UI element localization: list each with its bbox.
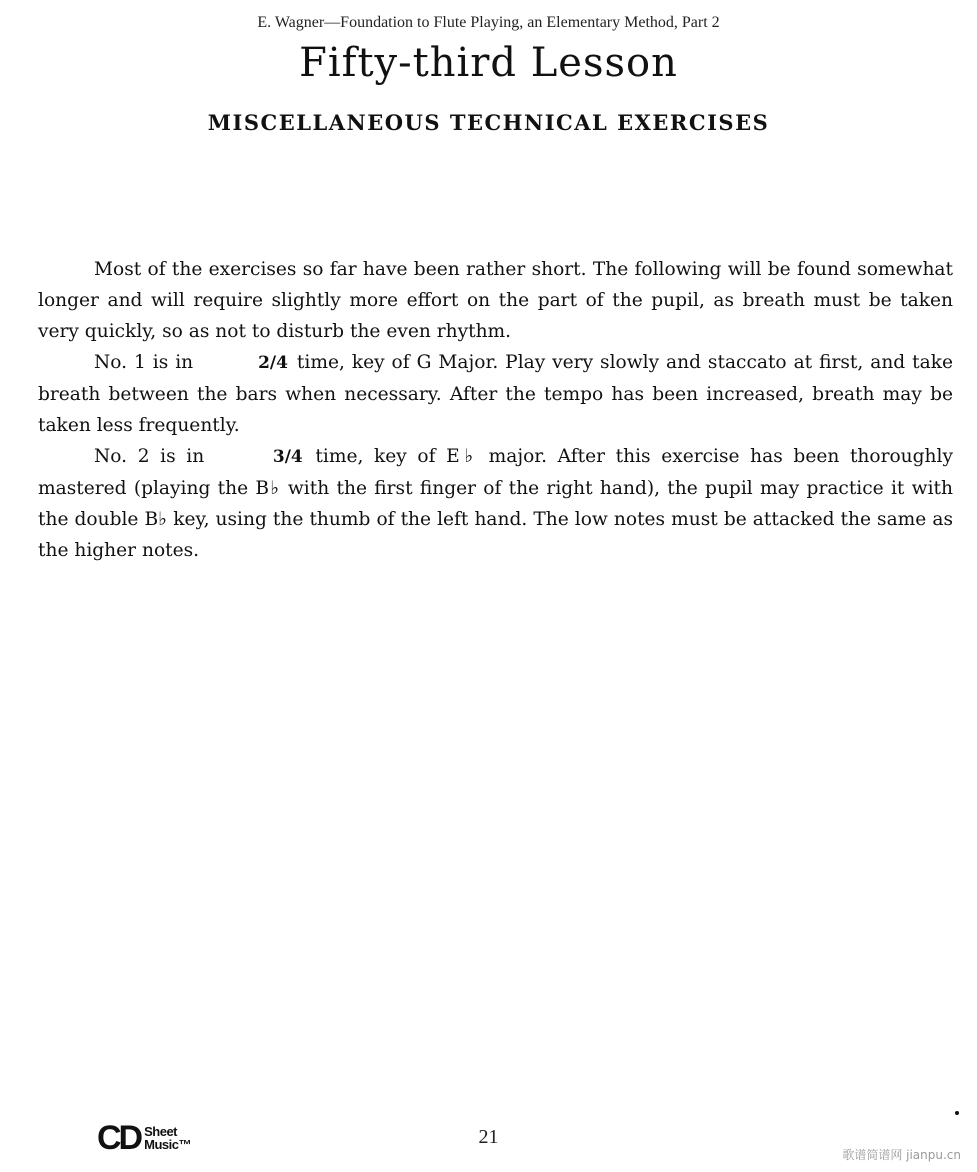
page-number: 21 (478, 1126, 499, 1148)
site-watermark: 歌谱简谱网 jianpu.cn (842, 1148, 961, 1162)
logo-line-music: Music™ (144, 1137, 191, 1152)
logo-mark: CD (97, 1119, 141, 1157)
exercise-1-text: time, key of G Major. Play very slowly and staccato at first, and take breath between the bars when necessary. After the tempo has been increased, breath may be taken less frequently. (38, 352, 953, 436)
paragraph-exercise-2 (38, 441, 953, 566)
exercise-1-prefix: No. 1 is in (94, 352, 194, 373)
logo-line-sheet: Sheet (144, 1124, 178, 1139)
corner-dot (955, 1111, 959, 1115)
running-header: E. Wagner—Foundation to Flute Playing, an Elementary Method, Part 2 (257, 14, 720, 31)
lesson-title: Fifty-third Lesson (299, 40, 678, 86)
lesson-subtitle: MISCELLANEOUS TECHNICAL EXERCISES (207, 110, 770, 135)
time-signature-2-4: 2/4 (258, 353, 288, 373)
exercise-2-text: time, key of E♭ major. After this exercise has been thoroughly mastered (playing the B♭ with the first finger of the right hand), the pupil may practice it with the double B♭ key, using the thumb of the left hand. The low notes must be attacked the same as the higher notes. (38, 446, 953, 561)
paragraph-intro: Most of the exercises so far have been rather short. The following will be found somewhat longer and will require slightly more effort on the part of the pupil, as breath must be taken very quickly, so as not to disturb the even rhythm. (38, 259, 953, 342)
time-signature-3-4: 3/4 (272, 447, 303, 467)
paragraph-exercise-1 (38, 347, 953, 441)
exercise-2-prefix: No. 2 is in (94, 446, 205, 467)
lesson-body (38, 254, 953, 566)
